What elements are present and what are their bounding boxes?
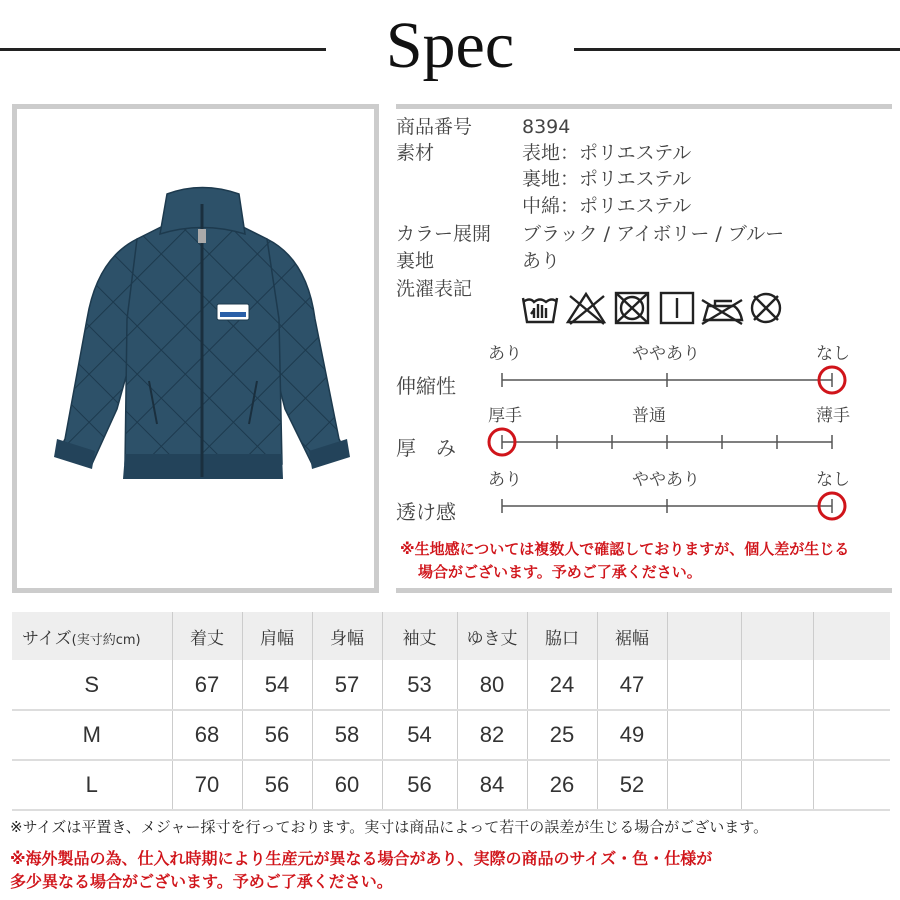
col-header: 肩幅 bbox=[242, 612, 312, 660]
size-value: 25 bbox=[527, 710, 597, 760]
scale-track bbox=[396, 422, 892, 462]
scale-right-label: 薄手 bbox=[816, 406, 850, 426]
hand-wash-icon bbox=[523, 298, 557, 322]
table-row bbox=[12, 660, 890, 710]
size-value: 60 bbox=[312, 760, 382, 810]
col-header bbox=[741, 612, 813, 660]
size-value bbox=[667, 760, 741, 810]
footnote-overseas-line-2: 多少異なる場合がございます。予めご了承ください。 bbox=[10, 872, 393, 891]
table-row bbox=[12, 760, 890, 810]
product-photo bbox=[12, 104, 379, 593]
col-header: 着丈 bbox=[172, 612, 242, 660]
footnote-overseas-line-1: ※海外製品の為、仕入れ時期により生産元が異なる場合があり、実際の商品のサイズ・色・仕様が bbox=[10, 849, 713, 868]
size-value bbox=[813, 660, 890, 710]
size-value: 68 bbox=[172, 710, 242, 760]
size-value bbox=[741, 760, 813, 810]
col-header bbox=[813, 612, 890, 660]
footnote-measure: ※サイズは平置き、メジャー採寸を行っております。実寸は商品によって若干の誤差が生じる場合がございます。 bbox=[10, 818, 769, 836]
scale-name: 厚 み bbox=[396, 436, 456, 460]
size-value bbox=[667, 660, 741, 710]
size-value: 54 bbox=[382, 710, 457, 760]
scale-note-line-2: 場合がございます。予めご了承ください。 bbox=[418, 563, 702, 581]
size-value: 57 bbox=[312, 660, 382, 710]
scale-track bbox=[396, 486, 892, 526]
size-label: S bbox=[12, 660, 172, 710]
size-value: 82 bbox=[457, 710, 527, 760]
no-dry-clean-icon bbox=[752, 294, 780, 322]
scale-note-line-1: ※生地感については複数人で確認しておりますが、個人差が生じる bbox=[400, 540, 850, 558]
col-header: 身幅 bbox=[312, 612, 382, 660]
size-value: 26 bbox=[527, 760, 597, 810]
size-value bbox=[741, 660, 813, 710]
size-value bbox=[667, 710, 741, 760]
no-bleach-icon bbox=[568, 294, 604, 324]
scale-mid-label: 普通 bbox=[632, 406, 666, 426]
size-value: 56 bbox=[382, 760, 457, 810]
spec-rule-bottom bbox=[396, 588, 892, 593]
col-header: 脇口 bbox=[527, 612, 597, 660]
col-header: 袖丈 bbox=[382, 612, 457, 660]
jacket-illustration bbox=[17, 109, 374, 588]
scale-track bbox=[396, 360, 892, 400]
col-header bbox=[667, 612, 741, 660]
col-header: ゆき丈 bbox=[457, 612, 527, 660]
care-icons bbox=[520, 288, 790, 328]
scale-left-label: 厚手 bbox=[488, 406, 522, 426]
size-value: 24 bbox=[527, 660, 597, 710]
size-label: L bbox=[12, 760, 172, 810]
line-dry-icon bbox=[661, 293, 693, 323]
scale-left-label: あり bbox=[488, 470, 522, 490]
size-value: 52 bbox=[597, 760, 667, 810]
size-value: 67 bbox=[172, 660, 242, 710]
col-header: 裾幅 bbox=[597, 612, 667, 660]
size-value: 49 bbox=[597, 710, 667, 760]
scale-right-label: なし bbox=[816, 470, 850, 490]
size-value: 70 bbox=[172, 760, 242, 810]
scale-name: 伸縮性 bbox=[396, 374, 456, 398]
no-iron-icon bbox=[702, 300, 742, 324]
size-value bbox=[813, 710, 890, 760]
size-value: 56 bbox=[242, 710, 312, 760]
scale-left-label: あり bbox=[488, 344, 522, 364]
scale-name: 透け感 bbox=[396, 500, 456, 524]
size-value: 47 bbox=[597, 660, 667, 710]
size-value: 80 bbox=[457, 660, 527, 710]
size-value: 54 bbox=[242, 660, 312, 710]
scale-right-label: なし bbox=[816, 344, 850, 364]
scale-mid-label: ややあり bbox=[632, 470, 700, 490]
size-value: 53 bbox=[382, 660, 457, 710]
no-tumble-dry-icon bbox=[616, 293, 648, 323]
spec-panel: 商品番号 8394 素材 表地：ポリエステル 裏地：ポリエステル 中綿：ポリエステル カラー展開 ブラック / アイボリー / ブルー 裏地 あり 洗濯表記 あり ややあり なし 伸縮性 厚手 普通 薄手 厚 み あり ややあり なし 透け感 ※生地感については複数人で確認しておりますが、個人差が生じる 場合がございます。予めご了承ください。 bbox=[396, 104, 892, 593]
size-table-header bbox=[12, 612, 890, 660]
page-title: Spec bbox=[385, 9, 515, 82]
size-value bbox=[813, 760, 890, 810]
scale-mid-label: ややあり bbox=[632, 344, 700, 364]
table-row bbox=[12, 710, 890, 760]
size-value bbox=[741, 710, 813, 760]
size-value: 58 bbox=[312, 710, 382, 760]
size-value: 84 bbox=[457, 760, 527, 810]
size-header: サイズ(実寸約cm) bbox=[22, 628, 141, 649]
spec-rule-top bbox=[396, 104, 892, 109]
size-table bbox=[12, 612, 890, 811]
size-value: 56 bbox=[242, 760, 312, 810]
size-label: M bbox=[12, 710, 172, 760]
